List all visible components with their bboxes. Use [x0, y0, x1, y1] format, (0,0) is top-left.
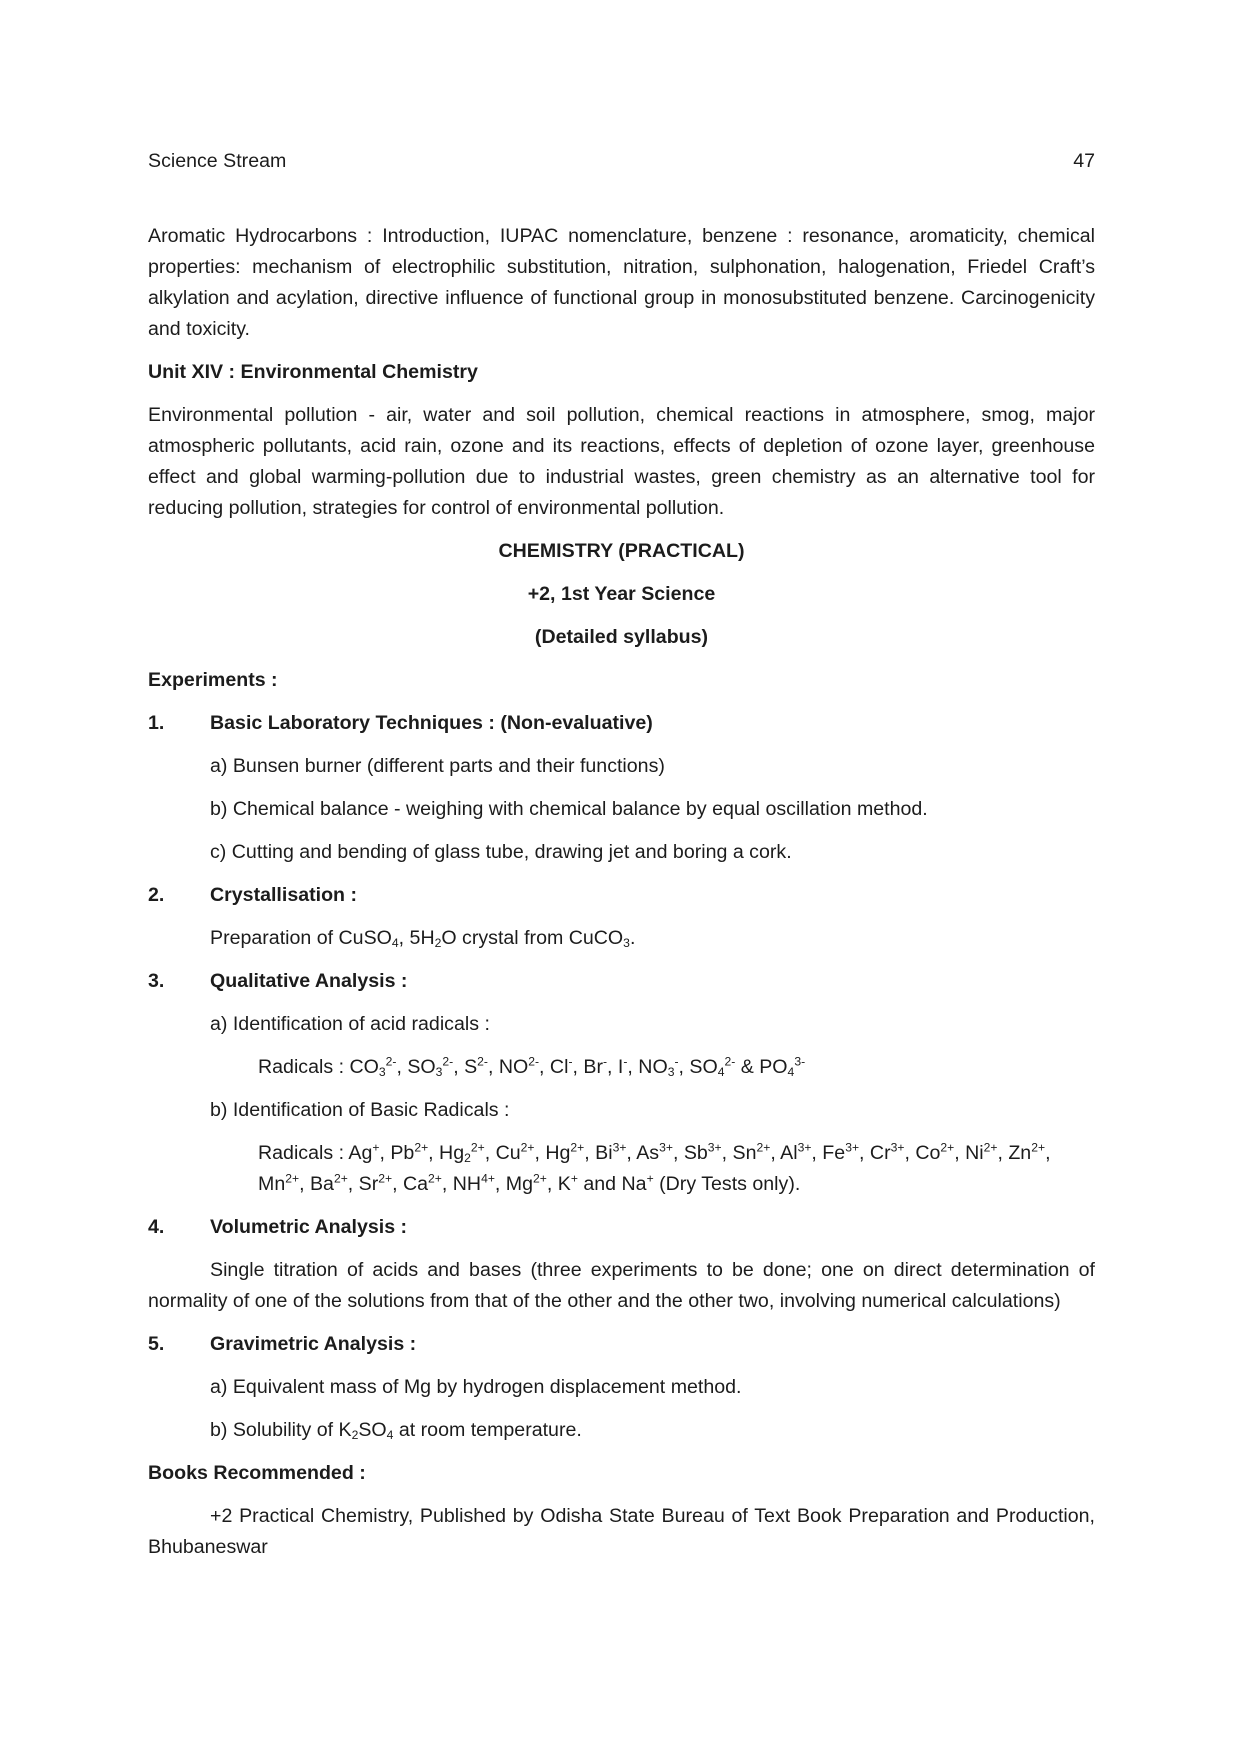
aromatic-hydrocarbons-paragraph: Aromatic Hydrocarbons : Introduction, IUPAC nomenclature, benzene : resonance, aromaticity, chemical properties: mechanism of electrophilic substitution, nitration, sulphonation, halogenation, Friedel Craft’s alkylation and acylation, directive influence of functional group in monosubstituted benzene. Carcinogenicity and toxicity. [148, 225, 1095, 340]
text-run: Preparation of CuSO [210, 927, 392, 949]
text-run: , S [453, 1056, 478, 1078]
text-run: , Co [904, 1142, 941, 1164]
superscript: 2+ [756, 1140, 771, 1155]
text-run: , Ni [954, 1142, 984, 1164]
experiment-heading [148, 708, 1095, 739]
experiment-detail-line [148, 923, 1095, 954]
superscript: 2+ [285, 1171, 300, 1186]
unit-heading: Unit XIV : Environmental Chemistry [148, 361, 478, 383]
superscript: - [674, 1054, 679, 1069]
text-run: SO [358, 1419, 387, 1441]
text-run: b) Solubility of K [210, 1419, 352, 1441]
experiment-detail-line [148, 1095, 1095, 1126]
subscript: 2 [464, 1151, 471, 1166]
text-run: Radicals : CO [258, 1056, 379, 1078]
text-run: , Ca [392, 1173, 429, 1195]
superscript: 2- [385, 1054, 397, 1069]
superscript: 2+ [533, 1171, 547, 1186]
experiment-number: 3. [148, 970, 165, 992]
superscript: 2+ [1031, 1140, 1046, 1155]
superscript: 2+ [470, 1140, 485, 1155]
text-run: , Sb [672, 1142, 708, 1164]
superscript: 2+ [333, 1171, 348, 1186]
superscript: 4+ [481, 1171, 495, 1186]
text-run: , Ba [299, 1173, 334, 1195]
experiment-detail-line [148, 1052, 1095, 1083]
subscript: 4 [717, 1065, 725, 1080]
experiment-detail-line [148, 1372, 1095, 1403]
text-run: , Cu [484, 1142, 521, 1164]
text-run: b) Chemical balance - weighing with chemical balance by equal oscillation method. [210, 798, 928, 820]
practical-note: (Detailed syllabus) [534, 626, 709, 648]
text-run: , Pb [379, 1142, 415, 1164]
experiment-detail-line [148, 751, 1095, 782]
subscript: 3 [623, 936, 630, 951]
superscript: 3+ [707, 1140, 722, 1155]
text-run: , As [626, 1142, 660, 1164]
superscript: 3+ [890, 1140, 905, 1155]
text-run: , Mg [494, 1173, 534, 1195]
experiment-detail-line [148, 1415, 1095, 1446]
subscript: 3 [435, 1065, 443, 1080]
subscript: 3 [378, 1065, 386, 1080]
text-run: , Sn [721, 1142, 757, 1164]
text-run: c) Cutting and bending of glass tube, drawing jet and boring a cork. [210, 841, 792, 863]
superscript: + [372, 1140, 380, 1155]
text-run: a) Bunsen burner (different parts and their functions) [210, 755, 665, 777]
text-run: (Dry Tests only). [653, 1173, 801, 1195]
superscript: 2+ [378, 1171, 393, 1186]
superscript: 2- [528, 1054, 540, 1069]
text-run: , Sr [347, 1173, 379, 1195]
superscript: 2+ [940, 1140, 955, 1155]
superscript: 2+ [570, 1140, 585, 1155]
subscript: 4 [386, 1428, 394, 1443]
superscript: + [646, 1171, 654, 1186]
text-run: , Al [770, 1142, 798, 1164]
experiment-title: Crystallisation : [210, 884, 357, 906]
subscript: 2 [434, 936, 442, 951]
subscript: 4 [787, 1065, 795, 1080]
header-section-title: Science Stream [148, 150, 287, 172]
subscript: 4 [391, 936, 399, 951]
running-header [148, 146, 1095, 177]
text-run: , NH [441, 1173, 482, 1195]
text-run: , 5H [398, 927, 435, 949]
books-heading: Books Recommended : [148, 1462, 366, 1484]
text-run: a) Identification of acid radicals : [210, 1013, 490, 1035]
superscript: 2+ [428, 1171, 442, 1186]
document-page [148, 146, 1095, 1563]
text-run: , Cl [539, 1056, 569, 1078]
superscript: - [602, 1054, 608, 1069]
practical-title: CHEMISTRY (PRACTICAL) [498, 540, 745, 562]
experiment-heading [148, 1212, 1095, 1243]
text-run: O crystal from CuCO [441, 927, 624, 949]
text-run: , Cr [859, 1142, 891, 1164]
text-run: , SO [678, 1056, 718, 1078]
text-run: . [629, 927, 636, 949]
text-run: , Fe [811, 1142, 846, 1164]
superscript: 2+ [983, 1140, 998, 1155]
superscript: 2- [477, 1054, 488, 1069]
superscript: 3+ [797, 1140, 812, 1155]
superscript: 2+ [520, 1140, 535, 1155]
text-run: at room temperature. [393, 1419, 582, 1441]
experiment-title: Qualitative Analysis : [210, 970, 408, 992]
text-run: , Zn [997, 1142, 1032, 1164]
experiment-title: Volumetric Analysis : [210, 1216, 408, 1238]
subscript: 2 [351, 1428, 359, 1443]
experiment-heading [148, 1329, 1095, 1360]
experiment-detail-line [148, 1138, 1095, 1200]
experiment-heading [148, 966, 1095, 997]
superscript: 2- [724, 1054, 736, 1069]
text-run: , SO [396, 1056, 436, 1078]
page-number: 47 [1073, 150, 1095, 172]
superscript: 2- [442, 1054, 454, 1069]
text-run: , Hg [428, 1142, 465, 1164]
experiment-detail-line [148, 1255, 1095, 1317]
experiments-heading: Experiments : [148, 669, 278, 691]
text-run: and Na [577, 1173, 647, 1195]
environmental-chemistry-paragraph: Environmental pollution - air, water and soil pollution, chemical reactions in atmosphere, smog, major atmospheric pollutants, acid rain, ozone and its reactions, effects of depletion of ozone layer, greenhouse effect and global warming-pollution due to industrial wastes, green chemistry as an alternative tool for reducing pollution, strategies for control of environmental pollution. [148, 404, 1095, 519]
superscript: 3+ [659, 1140, 673, 1155]
subscript: 3 [667, 1065, 675, 1080]
experiment-number: 2. [148, 884, 165, 906]
experiment-number: 1. [148, 712, 165, 734]
text-run: , Hg [534, 1142, 571, 1164]
experiment-title: Basic Laboratory Techniques : (Non-evaluative) [210, 712, 653, 734]
superscript: 3- [794, 1054, 806, 1069]
books-text: +2 Practical Chemistry, Published by Odisha State Bureau of Text Book Preparation and Production, Bhubaneswar [148, 1505, 1095, 1558]
practical-year: +2, 1st Year Science [527, 583, 716, 605]
experiments-list [148, 708, 1095, 1446]
experiment-detail-line [148, 837, 1095, 868]
text-run: Single titration of acids and bases (three experiments to be done; one on direct determination of normality of one of the solutions from that of the other and the other two, involving numerical calculations) [148, 1259, 1095, 1312]
experiment-detail-line [148, 1009, 1095, 1040]
text-run: , Bi [584, 1142, 613, 1164]
experiment-heading [148, 880, 1095, 911]
text-run: b) Identification of Basic Radicals : [210, 1099, 510, 1121]
superscript: 2+ [414, 1140, 429, 1155]
superscript: 3+ [612, 1140, 627, 1155]
text-run: , Br [572, 1056, 603, 1078]
text-run: & PO [735, 1056, 788, 1078]
experiment-title: Gravimetric Analysis : [210, 1333, 417, 1355]
superscript: 3+ [845, 1140, 860, 1155]
experiment-number: 4. [148, 1216, 165, 1238]
text-run: , NO [627, 1056, 668, 1078]
superscript: - [623, 1054, 628, 1069]
text-run: , Mn [258, 1142, 1051, 1195]
text-run: , NO [487, 1056, 529, 1078]
text-run: , I [607, 1056, 624, 1078]
superscript: + [570, 1171, 578, 1186]
text-run: , K [546, 1173, 571, 1195]
text-run: Radicals : Ag [258, 1142, 373, 1164]
experiment-number: 5. [148, 1333, 165, 1355]
experiment-detail-line [148, 794, 1095, 825]
text-run: a) Equivalent mass of Mg by hydrogen displacement method. [210, 1376, 742, 1398]
superscript: - [568, 1054, 573, 1069]
